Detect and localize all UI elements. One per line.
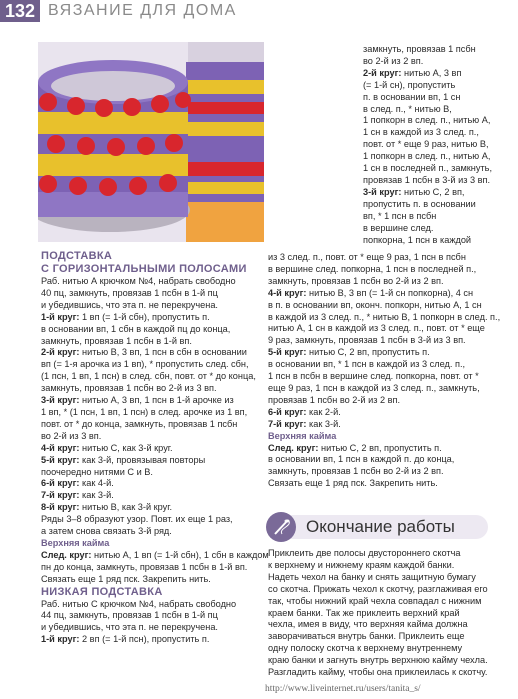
text-line	[268, 264, 500, 276]
text-line	[41, 419, 269, 431]
final-text	[268, 548, 488, 679]
line-text: попкорна, 1 псн в каждой	[363, 234, 472, 245]
line-text: в след. п., * нитью В,	[363, 103, 452, 114]
line-text: нитью В, как 3-й круг.	[79, 502, 173, 513]
round-label: 5-й круг:	[268, 347, 307, 358]
line-text: 9 раз, замкнуть, провязав 1 псбн в 3-й из 3 вп.	[268, 335, 466, 346]
text-line: к верхнему и нижнему краям каждой банки.	[268, 559, 455, 570]
line-text: Раб. нитью С крючком №4, набрать свободно	[41, 598, 237, 609]
text-line	[41, 526, 269, 538]
round-label: 3-й круг:	[363, 186, 402, 197]
line-text: Раб. нитью А крючком №4, набрать свободно	[41, 276, 236, 286]
text-line: со скотча. Прижать чехол к скотчу, разглаживая его	[268, 583, 488, 594]
text-line: краю банки и загнуть внутрь верхнюю кайму чехла.	[268, 655, 488, 666]
line-text: во 2-й из 2 вп.	[363, 55, 424, 66]
text-line	[41, 324, 269, 336]
line-text: Ряды 3–8 образуют узор. Повт. их еще 1 раз,	[41, 514, 233, 525]
text-line	[363, 68, 492, 80]
line-text: п. в основании вп, 1 сн	[363, 91, 461, 102]
text-line	[268, 431, 500, 443]
round-label: 1-й круг:	[41, 634, 80, 645]
line-text: нитью С, 2 вп,	[401, 186, 465, 197]
line-text: в каждой из 3 след. п., * нитью В, 1 попкорн в след. п.,	[268, 311, 501, 322]
text-line	[41, 288, 269, 300]
text-line	[363, 44, 492, 56]
text-line	[363, 235, 492, 247]
text-line	[363, 163, 492, 175]
line-text: (= 1-й сн), пропустить	[363, 79, 456, 90]
background-jar	[186, 62, 264, 242]
text-line: чехла, имея в виду, что верхняя кайма должна	[268, 619, 468, 630]
text-line	[268, 419, 500, 431]
text-line	[363, 151, 492, 163]
right-column	[268, 252, 500, 490]
text-line	[363, 92, 492, 104]
text-line	[41, 407, 269, 419]
round-label: 1-й круг:	[41, 311, 80, 322]
line-text: 1 вп (= 1-й сбн), пропустить п.	[79, 311, 210, 322]
line-text: а затем снова связать 3-й ряд.	[41, 526, 172, 537]
text-line	[268, 454, 500, 466]
text-line: одну полоску скотча к верхнему внутреннему	[268, 643, 463, 654]
text-line	[41, 263, 269, 276]
line-text: в основании вп, 1 сбн в каждой пц до конца,	[41, 323, 231, 334]
line-text: пропустить п. в основании	[363, 198, 476, 209]
line-text: 40 пц, замкнуть, провязав 1 псбн в 1-й пц	[41, 287, 218, 298]
line-text: поочередно нитями С и В.	[41, 466, 153, 477]
text-line: Надеть чехол на банку и снять защитную бумагу	[268, 571, 476, 582]
text-line	[268, 288, 500, 300]
text-line	[41, 478, 269, 490]
line-text: нитью В, 3 вп (= 1-й сн попкорна), 4 сн	[306, 287, 474, 298]
line-text: из 3 след. п., повт. от * еще 9 раз, 1 псн в псбн	[268, 252, 466, 262]
text-line: Приклеить две полосы двустороннего скотча	[268, 548, 461, 558]
line-text: 1 сн в каждой из 3 след. п.,	[363, 127, 479, 138]
section-banner	[264, 512, 492, 542]
text-line	[41, 455, 269, 467]
section-title: Окончание работы	[306, 517, 455, 536]
text-line	[41, 395, 269, 407]
line-text: и убедившись, что эта п. не перекручена.	[41, 622, 218, 633]
line-text: Связать еще 1 ряд пск. Закрепить нить.	[41, 573, 211, 584]
text-line	[41, 634, 269, 646]
line-text: в основании вп, * 1 псн в каждой из 3 след. п.,	[268, 359, 466, 370]
text-line	[41, 467, 269, 479]
text-line	[268, 312, 500, 324]
line-text: как 3-й, провязывая повторы	[79, 454, 206, 465]
round-label: 2-й круг:	[41, 347, 80, 358]
line-text: ПОДСТАВКА	[41, 250, 113, 262]
text-line	[41, 622, 269, 634]
round-label: 2-й круг:	[363, 67, 402, 78]
text-line	[268, 359, 500, 371]
text-line	[268, 276, 500, 288]
line-text: Связать еще 1 ряд пск. Закрепить нить.	[268, 478, 438, 489]
line-text: как 2-й.	[306, 406, 341, 417]
line-text: в вершине след.	[363, 222, 434, 233]
text-line	[41, 336, 269, 348]
line-text: нитью С, 2 вп, пропустить п.	[318, 442, 442, 453]
line-text: как 4-й.	[79, 478, 114, 489]
line-text: провязав 1 псбн в 3-й из 3 вп.	[363, 174, 491, 185]
text-line	[268, 335, 500, 347]
text-line	[363, 127, 492, 139]
line-text: 1 сн в последней п., замкнуть,	[363, 163, 492, 174]
text-line	[363, 56, 492, 68]
text-line	[41, 383, 269, 395]
line-text: замкнуть, провязав 1 псбн во 2-й из 2 вп.	[268, 466, 444, 477]
text-line	[268, 478, 500, 490]
round-label: 7-й круг:	[268, 418, 307, 429]
text-line	[41, 347, 269, 359]
text-line	[41, 586, 269, 599]
line-text: нитью А, 3 вп	[401, 67, 462, 78]
line-text: 1 попкорн в след. п., нитью А,	[363, 115, 491, 126]
text-line	[363, 187, 492, 199]
line-text: в основании вп, 1 псн в каждой п. до конца,	[268, 454, 455, 465]
line-text: вп, * 1 псн в псбн	[363, 210, 437, 221]
round-label: След. круг:	[41, 549, 92, 560]
text-line	[268, 252, 500, 264]
line-text: во 2-й из 3 вп.	[41, 430, 102, 441]
text-line	[363, 80, 492, 92]
text-line	[41, 550, 269, 562]
round-label: 5-й круг:	[41, 454, 80, 465]
line-text: еще 9 раз, 1 псн в каждой из 3 след. п., замкнуть,	[268, 382, 480, 393]
page-number: 132	[0, 0, 40, 22]
round-label: 7-й круг:	[41, 490, 80, 501]
text-line	[41, 300, 269, 312]
line-text: в вершине след. попкорна, 1 псн в последней п.,	[268, 263, 477, 274]
text-line	[363, 175, 492, 187]
line-text: и убедившись, что эта п. не перекручена.	[41, 299, 218, 310]
line-text: вп (= 1-я арочка из 1 вп), * пропустить след. сбн,	[41, 359, 249, 370]
right-column-top	[363, 44, 492, 246]
line-text: 44 пц, замкнуть, провязав 1 псбн в 1-й пц	[41, 610, 218, 621]
line-text: 1 вп, * (1 псн, 1 вп, 1 псн) в след. арочке из 1 вп,	[41, 406, 248, 417]
line-text: нитью С, 2 вп, пропустить п.	[306, 347, 430, 358]
round-label: 6-й круг:	[41, 478, 80, 489]
line-text: замкнуть, провязав 1 псбн	[363, 44, 476, 54]
text-line	[41, 443, 269, 455]
line-text: нитью В, 3 вп, 1 псн в сбн в основании	[79, 347, 247, 358]
line-text: нитью А, 1 вп (= 1-й сбн), 1 сбн в каждом	[91, 549, 269, 560]
text-line	[41, 599, 269, 611]
line-text: Верхняя кайма	[268, 430, 337, 441]
text-line: краем банки. Так же приклеить верхний край	[268, 607, 460, 618]
text-line	[268, 371, 500, 383]
text-line	[268, 383, 500, 395]
line-text: нитью С, как 3-й круг.	[79, 442, 173, 453]
text-line: Разгладить кайму, чтобы она приклеилась к скотчу.	[268, 667, 488, 678]
text-line	[41, 276, 269, 288]
line-text: Верхняя кайма	[41, 537, 110, 548]
text-line: так, чтобы нижний край чехла совпадал с нижним	[268, 595, 482, 606]
line-text: 1 попкорн в след. п., нитью А,	[363, 151, 491, 162]
text-line	[41, 562, 269, 574]
text-line	[41, 538, 269, 550]
line-text: нитью А, 3 вп, 1 псн в 1-й арочке из	[79, 395, 234, 406]
page-title: ВЯЗАНИЕ ДЛЯ ДОМА	[48, 2, 237, 19]
line-text: нитью А, 1 сн в каждой из 3 след. п., повт. от * еще	[268, 323, 485, 334]
text-line	[41, 502, 269, 514]
text-line: заворачиваться внутрь банки. Приклеить еще	[268, 631, 465, 642]
line-text: замкнуть, провязав 1 псбн в 1-й вп.	[41, 335, 192, 346]
text-line	[41, 610, 269, 622]
line-text: (1 псн, 1 вп, 1 псн) в след. сбн, повт. от * до конца,	[41, 371, 256, 382]
text-line	[41, 312, 269, 324]
text-line	[41, 574, 269, 586]
line-text: повт. от * еще 9 раз, нитью В,	[363, 139, 489, 150]
round-label: 4-й круг:	[41, 442, 80, 453]
line-text: 2 вп (= 1-й псн), пропустить п.	[79, 634, 210, 645]
line-text: 1 псн в псбн в вершине след. попкорна, повт. от *	[268, 371, 479, 382]
round-label: 4-й круг:	[268, 287, 307, 298]
line-text: замкнуть, провязав 1 псбн во 2-й из 3 вп.	[41, 383, 217, 394]
text-line	[41, 431, 269, 443]
line-text: замкнуть, провязав 1 псбн во 2-й из 2 вп.	[268, 275, 444, 286]
text-line	[268, 347, 500, 359]
line-text: повт. от * до конца, замкнуть, провязав 1 псбн	[41, 418, 238, 429]
needle-thread-icon	[266, 512, 296, 542]
round-label: След. круг:	[268, 442, 319, 453]
text-line	[268, 323, 500, 335]
line-text: пн до конца, замкнуть, провязав 1 псбн в 1-й вп.	[41, 561, 248, 572]
text-line	[41, 514, 269, 526]
line-text: С ГОРИЗОНТАЛЬНЫМИ ПОЛОСАМИ	[41, 263, 247, 275]
text-line	[363, 139, 492, 151]
text-line	[363, 211, 492, 223]
line-text: как 3-й.	[79, 490, 114, 501]
left-column	[41, 250, 269, 646]
text-line	[41, 359, 269, 371]
round-label: 8-й круг:	[41, 502, 80, 513]
text-line	[363, 115, 492, 127]
text-line	[268, 466, 500, 478]
text-line	[363, 223, 492, 235]
line-text: НИЗКАЯ ПОДСТАВКА	[41, 585, 163, 598]
watermark: http://www.liveinternet.ru/users/tanita_s/	[265, 684, 421, 694]
round-label: 3-й круг:	[41, 395, 80, 406]
text-line	[268, 443, 500, 455]
text-line	[363, 104, 492, 116]
text-line	[268, 395, 500, 407]
text-line	[268, 300, 500, 312]
text-line	[41, 490, 269, 502]
crocheted-jar-cover-photo	[38, 42, 264, 242]
text-line	[41, 371, 269, 383]
page-header	[0, 0, 518, 22]
line-text: в п. в основании вп, оконч. попкорн, нитью А, 1 сн	[268, 299, 482, 310]
text-line	[41, 250, 269, 263]
text-line	[268, 407, 500, 419]
text-line	[363, 199, 492, 211]
line-text: как 3-й.	[306, 418, 341, 429]
line-text: провязав 1 псбн во 2-й из 2 вп.	[268, 394, 401, 405]
round-label: 6-й круг:	[268, 406, 307, 417]
